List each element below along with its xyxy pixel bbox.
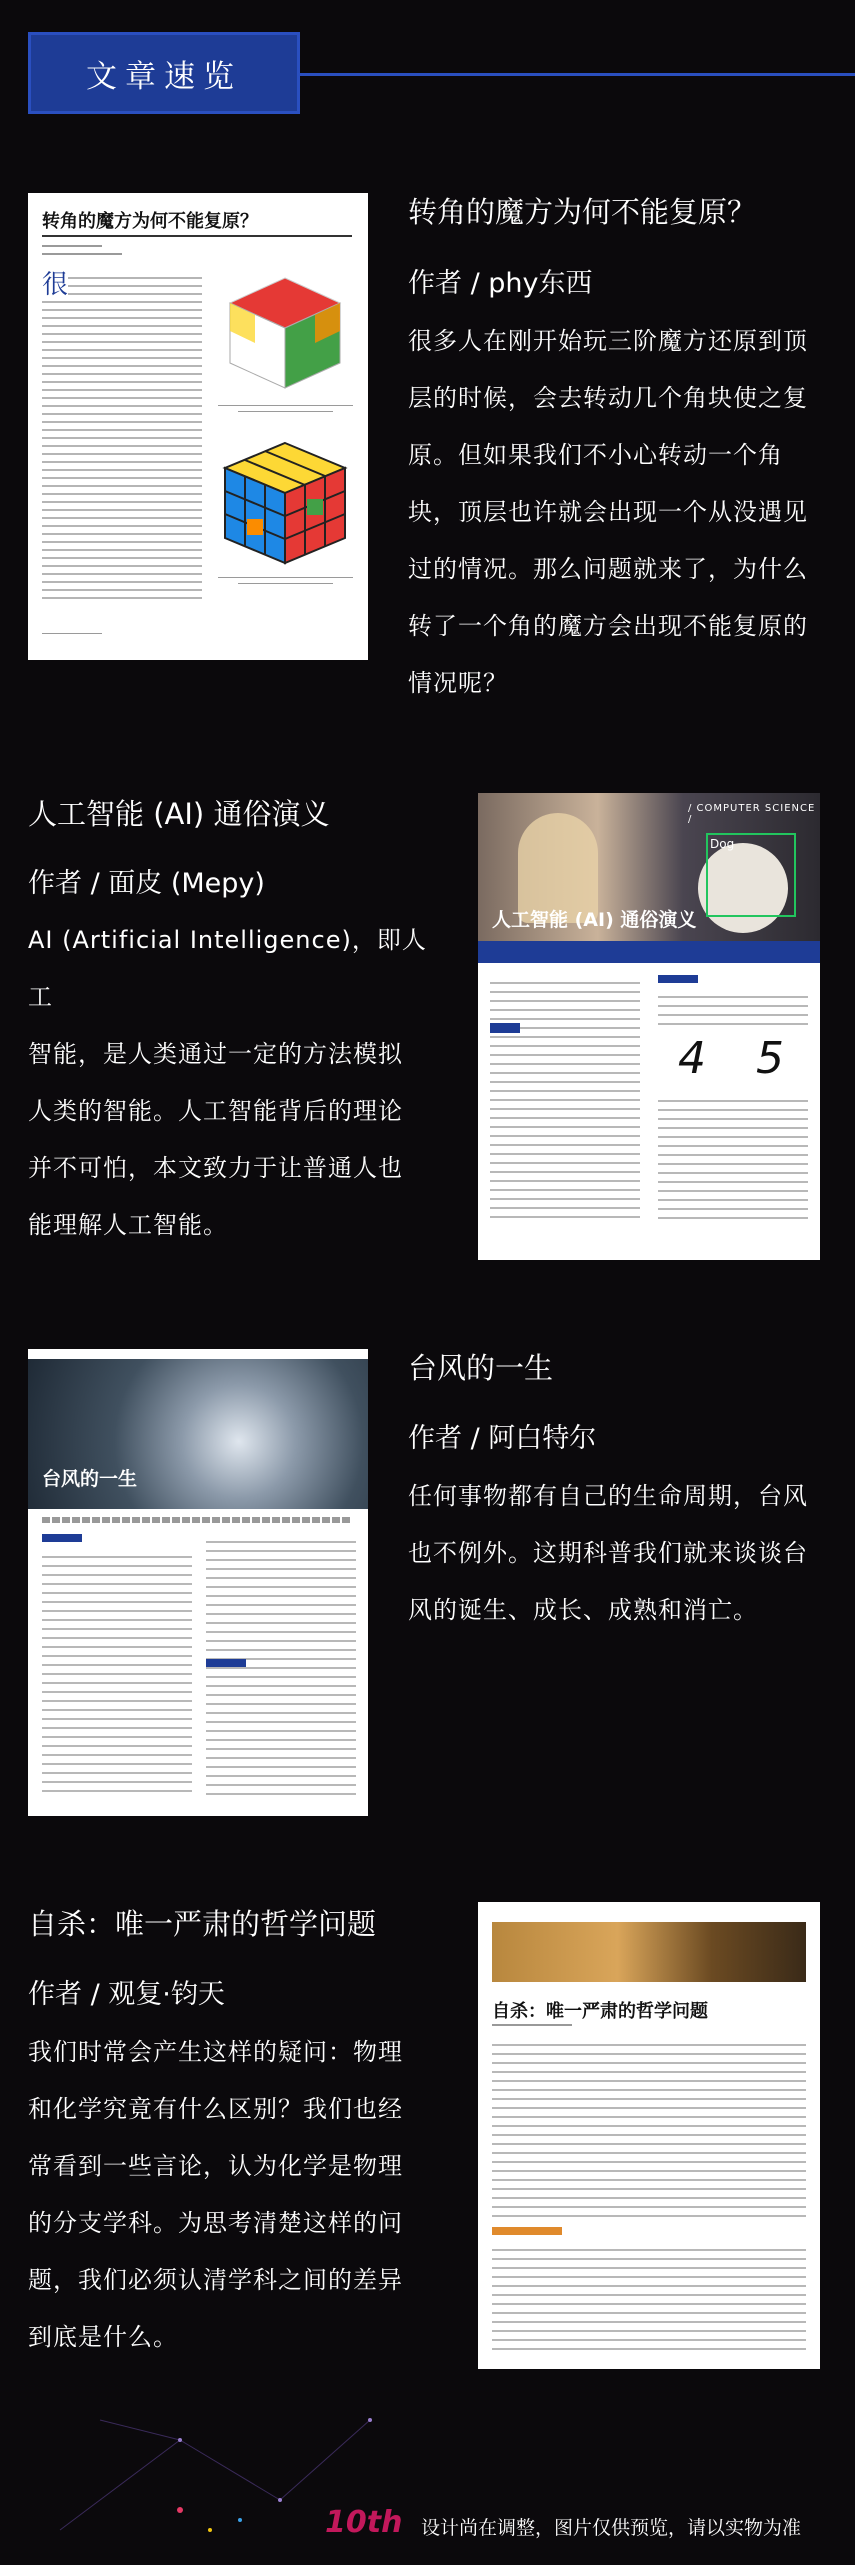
article-author: 作者 / 面皮 (Mepy)	[28, 868, 265, 899]
summary-line: 任何事物都有自己的生命周期，台风	[408, 1482, 808, 1510]
article-summary	[28, 912, 448, 1254]
summary-line: 层的时候，会去转动几个角块使之复	[408, 384, 808, 412]
section-header-badge	[28, 32, 300, 114]
summary-line: 我们时常会产生这样的疑问：物理	[28, 2038, 403, 2066]
article-author: 作者 / 阿白特尔	[408, 1423, 597, 1454]
article-title[interactable]: 人工智能 (AI) 通俗演义	[28, 797, 330, 831]
summary-line: 很多人在刚开始玩三阶魔方还原到顶	[408, 327, 808, 355]
summary-line: AI (Artificial Intelligence)，即人工	[28, 926, 427, 1011]
summary-line: 题，我们必须认清学科之间的差异	[28, 2266, 403, 2294]
summary-line: 人类的智能。人工智能背后的理论	[28, 1097, 403, 1125]
summary-line: 到底是什么。	[28, 2323, 178, 2351]
article-thumbnail-philosophy[interactable]	[478, 1902, 820, 2369]
summary-line: 智能，是人类通过一定的方法模拟	[28, 1040, 403, 1068]
summary-line: 常看到一些言论，认为化学是物理	[28, 2152, 403, 2180]
thumb-text-left	[490, 975, 640, 1225]
thumb-title: 自杀：唯一严肃的哲学问题	[492, 2001, 708, 2022]
category-tag: / COMPUTER SCIENCE /	[688, 803, 816, 825]
summary-line: 能理解人工智能。	[28, 1211, 228, 1239]
section-title: 文章速览	[86, 58, 242, 95]
footer-note: 设计尚在调整，图片仅供预览，请以实物为准	[421, 2517, 802, 2539]
rubik-diagram-image	[210, 263, 360, 403]
article-title[interactable]: 转角的魔方为何不能复原？	[408, 195, 757, 229]
summary-line: 和化学究竟有什么区别？我们也经	[28, 2095, 403, 2123]
summary-line: 情况呢？	[408, 669, 508, 697]
article-author: 作者 / 观复·钧天	[28, 1979, 225, 2010]
summary-line: 块，顶层也许就会出现一个从没遇见	[408, 498, 808, 526]
article-thumbnail-typhoon[interactable]	[28, 1349, 368, 1816]
article-summary	[28, 2024, 448, 2366]
article-title[interactable]: 台风的一生	[408, 1351, 554, 1385]
summary-line: 的分支学科。为思考清楚这样的问	[28, 2209, 403, 2237]
thumb-text-body	[492, 2037, 806, 2217]
header-divider	[300, 73, 855, 76]
summary-line: 原。但如果我们不小心转动一个角	[408, 441, 783, 469]
thumb-text-column	[42, 271, 202, 601]
article-thumbnail-ai[interactable]	[478, 793, 820, 1260]
summary-line: 也不例外。这期科普我们就来谈谈台	[408, 1539, 808, 1567]
summary-line: 转了一个角的魔方会出现不能复原的	[408, 612, 808, 640]
handwritten-digits: 4 5	[678, 1033, 802, 1084]
article-title[interactable]: 自杀：唯一严肃的哲学问题	[28, 1907, 377, 1941]
article-summary	[408, 1468, 848, 1639]
summary-line: 并不可怕，本文致力于让普通人也	[28, 1154, 403, 1182]
dog-label: Dog	[710, 837, 735, 851]
thumb-title: 转角的魔方为何不能复原？	[42, 211, 258, 232]
thumb-title: 台风的一生	[42, 1468, 138, 1490]
philosophy-cover-image	[492, 1922, 806, 1982]
rubik-cube-image	[210, 433, 360, 573]
article-summary	[408, 313, 848, 712]
article-author: 作者 / phy东西	[408, 268, 593, 299]
anniversary-logo: 10th	[325, 2505, 403, 2540]
summary-line: 过的情况。那么问题就来了，为什么	[408, 555, 808, 583]
thumb-text-left	[42, 1549, 192, 1799]
summary-line: 风的诞生、成长、成熟和消亡。	[408, 1596, 758, 1624]
article-thumbnail-rubik[interactable]: 转角的魔方为何不能复原？ 很	[28, 193, 368, 660]
thumb-title: 人工智能 (AI) 通俗演义	[492, 909, 697, 931]
